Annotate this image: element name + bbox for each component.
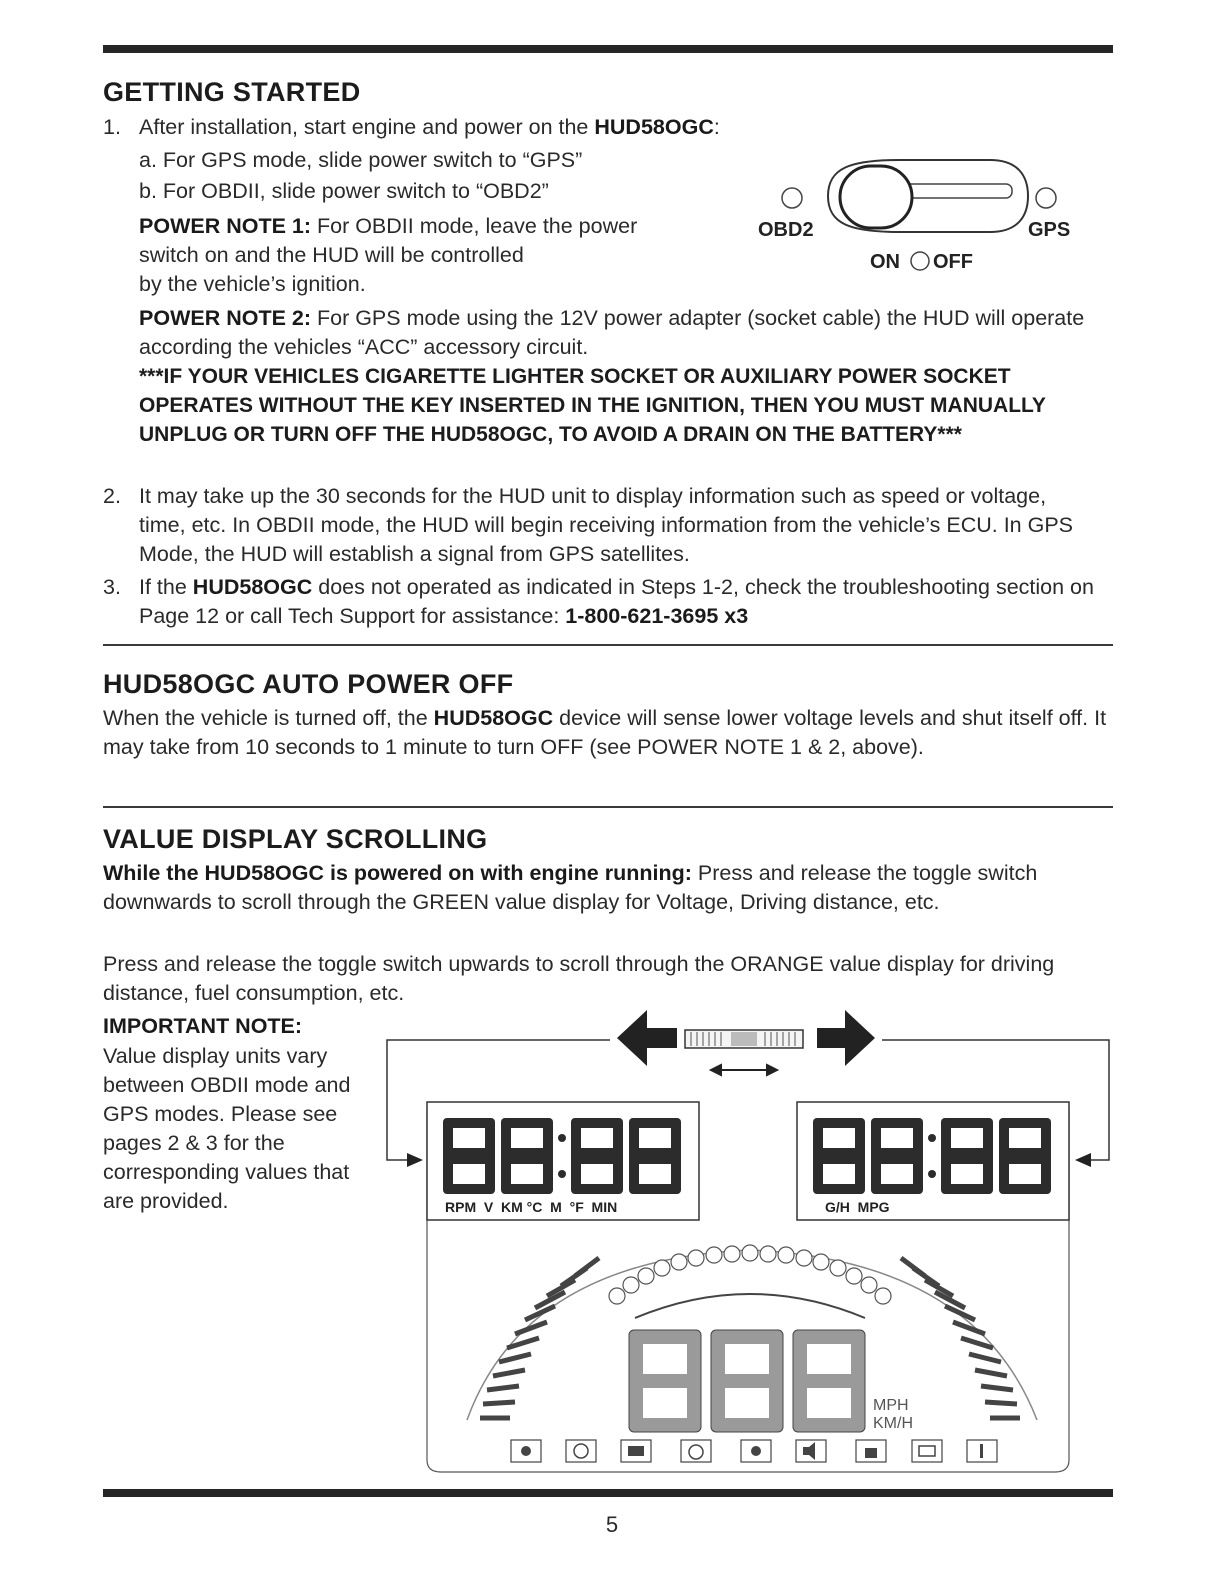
power-note-1-line-1: POWER NOTE 1: For OBDII mode, leave the power	[139, 214, 638, 238]
step-3-number: 3.	[103, 575, 121, 599]
power-note-1-label: POWER NOTE 1:	[139, 214, 312, 238]
important-note-label: IMPORTANT NOTE:	[103, 1014, 303, 1038]
right-connector-arrowhead	[1075, 1153, 1091, 1167]
battery-warning: ***IF YOUR VEHICLES CIGARETTE LIGHTER SOCKET OR AUXILIARY POWER SOCKET OPERATES WITHOUT THE KEY INSERTED IN THE IGNITION, THEN YOU MUST MANUALLY UNPLUG OR TURN OFF THE HUD58OGC, TO AVOID A DRAIN ON THE BATTERY***	[139, 365, 1046, 446]
left-arrow-icon	[617, 1010, 677, 1066]
rpm-bar-right	[901, 1258, 1020, 1418]
left-connector-arrowhead	[407, 1153, 423, 1167]
step-3-text: If the HUD58OGC does not operated as indicated in Steps 1-2, check the troubleshooting section on Page 12 or call Tech Support for assistance: 1-800-621-3695 x3	[139, 575, 1094, 628]
product-name: HUD58OGC	[433, 706, 554, 730]
step-1-text: After installation, start engine and power on the HUD58OGC:	[139, 115, 720, 139]
power-switch-diagram	[750, 150, 1090, 280]
scrolling-paragraph-2: Press and release the toggle switch upwards to scroll through the ORANGE value display for driving distance, fuel consumption, etc.	[103, 952, 1055, 1005]
obd2-indicator-icon	[782, 188, 802, 208]
switch-off-label: OFF	[933, 251, 973, 273]
section-title-getting-started: GETTING STARTED	[103, 77, 361, 107]
switch-knob	[840, 166, 912, 228]
rpm-bar-left	[480, 1258, 599, 1418]
power-note-1-line-2: switch on and the HUD will be controlled	[139, 243, 524, 267]
power-note-2: POWER NOTE 2: For GPS mode using the 12V power adapter (socket cable) the HUD will operate according the vehicles “ACC” accessory circuit.	[139, 306, 1085, 359]
right-arrow-icon	[817, 1010, 875, 1066]
step-1a-text: a. For GPS mode, slide power switch to “GPS”	[139, 148, 583, 172]
double-arrow-icon	[711, 1065, 777, 1075]
bottom-rule	[103, 1489, 1113, 1497]
toggle-switch-icon	[685, 1030, 803, 1048]
step-1-number: 1.	[103, 115, 121, 139]
switch-right-label: GPS	[1028, 219, 1071, 241]
power-note-1-line-3: by the vehicle’s ignition.	[139, 272, 366, 296]
left-display-units: RPM V KM °C M °F MIN	[445, 1199, 618, 1215]
section-title-value-display-scrolling: VALUE DISPLAY SCROLLING	[103, 824, 488, 854]
product-name: HUD58OGC	[192, 575, 313, 599]
speed-unit-kmh: KM/H	[873, 1415, 913, 1432]
right-display-units: G/H MPG	[825, 1199, 890, 1215]
indicator-dot-arc	[609, 1245, 891, 1304]
tech-support-phone: 1-800-621-3695 x3	[565, 604, 749, 628]
page-number: 5	[605, 1512, 619, 1537]
auto-power-off-text: When the vehicle is turned off, the HUD58OGC device will sense lower voltage levels and shut itself off. It may take from 10 seconds to 1 minute to turn OFF (see POWER NOTE 1 & 2, above).	[103, 706, 1107, 759]
scrolling-paragraph-1-lead: While the HUD58OGC is powered on with engine running:	[103, 861, 692, 885]
step-2-number: 2.	[103, 484, 121, 508]
important-note-text: Value display units vary between OBDII mode and GPS modes. Please see pages 2 & 3 for the corresponding values that are provided.	[103, 1044, 351, 1213]
speed-arc-inner	[635, 1294, 865, 1318]
section-divider-2	[103, 806, 1113, 808]
battery-icon	[912, 1440, 942, 1462]
switch-on-off-icon	[911, 252, 929, 270]
hud-display-diagram	[385, 1000, 1115, 1480]
switch-left-label: OBD2	[758, 219, 814, 241]
section-title-auto-power-off: HUD58OGC AUTO POWER OFF	[103, 669, 514, 699]
section-divider-1	[103, 644, 1113, 646]
step-2-text: It may take up the 30 seconds for the HUD unit to display information such as speed or voltage, time, etc. In OBDII mode, the HUD will begin receiving information from the vehicle’s ECU. In GPS Mode, the HUD will establish a signal from GPS satellites.	[139, 484, 1074, 566]
step-1b-text: b. For OBDII, slide power switch to “OBD2”	[139, 179, 549, 203]
scrolling-paragraph-1: While the HUD58OGC is powered on with engine running: Press and release the toggle switch downwards to scroll through the GREEN value display for Voltage, Driving distance, etc.	[103, 861, 1038, 914]
power-note-2-label: POWER NOTE 2:	[139, 306, 312, 330]
switch-slot	[900, 184, 1012, 198]
product-name: HUD58OGC	[594, 115, 714, 139]
speed-unit-mph: MPH	[873, 1397, 909, 1414]
gps-indicator-icon	[1036, 188, 1056, 208]
top-rule	[103, 45, 1113, 53]
switch-on-label: ON	[870, 251, 900, 273]
